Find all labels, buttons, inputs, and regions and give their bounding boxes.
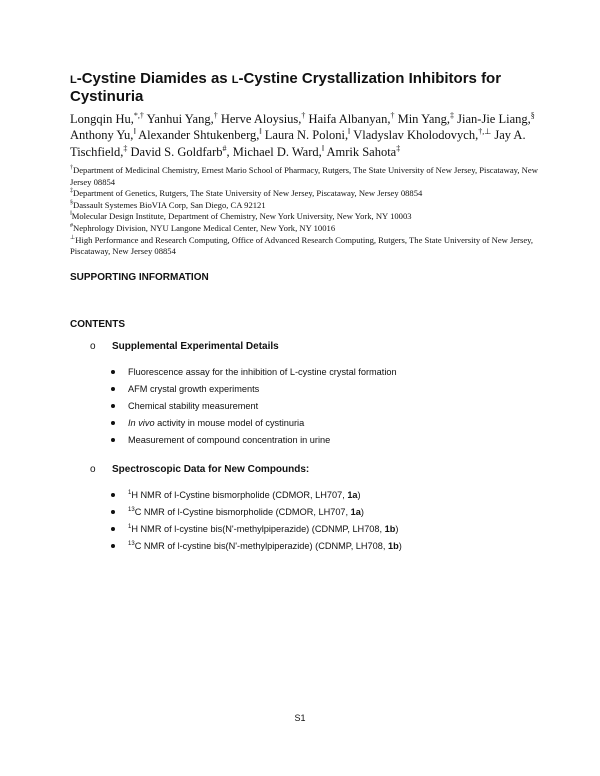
list-item: $^1$H NMR of l-cystine bis(N'-methylpiperazide) (CDNMP, LH708, 1b) <box>90 523 540 540</box>
affiliation: †Department of Medicinal Chemistry, Ernest Mario School of Pharmacy, Rutgers, The State University of New Jersey, Piscataway, New Jersey 08854 <box>70 165 538 187</box>
title-part-1: -Cystine Diamides as <box>76 70 232 87</box>
author: Jay A. Tischfield,‡ <box>70 128 526 159</box>
section-item-list <box>90 366 540 451</box>
author: Michael D. Ward,$^ǁ$ <box>232 143 325 159</box>
list-item: $^1$H NMR of l-Cystine bismorpholide (CDMOR, LH707, 1a) <box>90 489 540 506</box>
author: Amrik Sahota‡ <box>326 143 401 159</box>
affiliation: §Dassault Systemes BioVIA Corp, San Diego, CA 92121 <box>70 199 266 210</box>
list-item: $^{13}$C NMR of l-cystine bis(N'-methylpiperazide) (CDNMP, LH708, 1b) <box>90 540 540 557</box>
title-small-caps-l: l <box>70 70 77 87</box>
list-item: In vivo activity in mouse model of cystinuria <box>90 417 540 434</box>
supporting-information-heading: SUPPORTING INFORMATION <box>70 272 209 283</box>
bullet-dot-icon <box>111 544 115 548</box>
list-item: AFM crystal growth experiments <box>90 383 540 400</box>
author: Vladyslav Kholodovych,†,⊥ <box>353 127 492 143</box>
affiliation: ⊥High Performance and Research Computing, Office of Advanced Research Computing, Rutgers, The State University of New Jersey, Piscataway, New Jersey 08854 <box>70 234 534 257</box>
circle-bullet-icon: o <box>90 341 96 352</box>
page-number: S1 <box>294 713 306 723</box>
paper-title <box>70 70 540 106</box>
author-list <box>70 111 540 160</box>
bullet-dot-icon <box>111 438 115 442</box>
affiliation-list <box>70 165 540 258</box>
author: Herve Aloysius,† <box>220 110 306 126</box>
bullet-dot-icon <box>111 370 115 374</box>
circle-bullet-icon: o <box>90 464 96 475</box>
affiliation: #Nephrology Division, NYU Langone Medical Center, New York, NY 10016 <box>70 222 336 233</box>
section-item-list <box>90 489 540 557</box>
section-title-label: Supplemental Experimental Details <box>112 341 279 352</box>
bullet-dot-icon <box>111 404 115 408</box>
contents-heading: CONTENTS <box>70 319 125 330</box>
list-item: $^{13}$C NMR of l-Cystine bismorpholide (CDMOR, LH707, 1a) <box>90 506 540 523</box>
author: David S. Goldfarb#, <box>130 143 233 159</box>
bullet-dot-icon <box>111 421 115 425</box>
list-item: Chemical stability measurement <box>90 400 540 417</box>
section-title-label: Spectroscopic Data for New Compounds: <box>112 464 310 475</box>
author: Alexander Shtukenberg,$^ǁ$ <box>138 127 262 143</box>
affiliation: $^ǁ$Molecular Design Institute, Department of Chemistry, New York University, New York, NY 10003 <box>70 211 412 222</box>
bullet-dot-icon <box>111 387 115 391</box>
author: Yanhui Yang,† <box>146 110 218 126</box>
bullet-dot-icon <box>111 510 115 514</box>
affiliation: ‡Department of Genetics, Rutgers, The State University of New Jersey, Piscataway, New Jersey 08854 <box>70 188 423 199</box>
section-spectroscopic-data <box>90 464 540 557</box>
title-small-caps-l-2: l <box>231 70 239 87</box>
bullet-dot-icon <box>111 493 115 497</box>
author: Haifa Albanyan,† <box>308 110 395 126</box>
author: Anthony Yu,$^ǁ$ <box>70 127 136 143</box>
author: Min Yang,‡ <box>397 110 455 126</box>
section-title <box>90 341 540 357</box>
author: Laura N. Poloni,$^ǁ$ <box>264 127 351 143</box>
author: Jian-Jie Liang,§ <box>457 110 535 126</box>
author: Longqin Hu,*,† <box>70 110 144 126</box>
title-part-2: -Cystine Crystallization Inhibitors for Cystinuria <box>70 70 502 105</box>
list-item: Fluorescence assay for the inhibition of L-cystine crystal formation <box>90 366 540 383</box>
bullet-dot-icon <box>111 527 115 531</box>
section-experimental-details <box>90 341 540 451</box>
list-item: Measurement of compound concentration in urine <box>90 434 540 451</box>
section-title <box>90 464 540 480</box>
